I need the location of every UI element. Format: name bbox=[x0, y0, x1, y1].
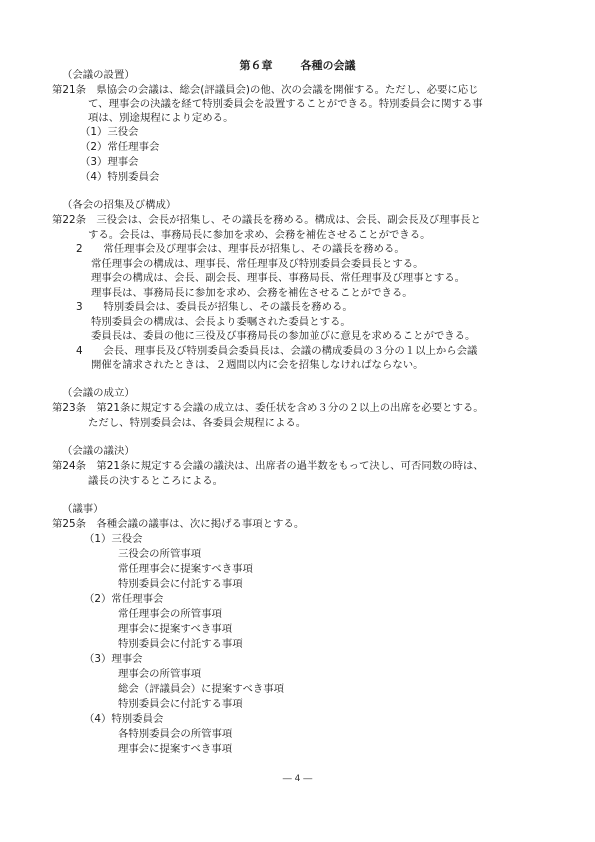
article-22-line: 委員長は、委員の他に三役及び事務局長の参加並びに意見を求めることができる。 bbox=[91, 330, 476, 342]
list-item: （2）常任理事会 bbox=[80, 141, 160, 153]
article-22-line: 第22条 三役会は、会長が招集し、その議長を務める。構成は、会長、副会長及び理事長と bbox=[52, 214, 481, 226]
list-item: （1）三役会 bbox=[84, 533, 143, 545]
chapter-name: 各種の会議 bbox=[300, 59, 356, 72]
section-heading: （会議の議決） bbox=[62, 445, 135, 457]
list-item: （4）特別委員会 bbox=[84, 713, 164, 725]
article-21-line: 項は、別途規程により定める。 bbox=[88, 112, 234, 124]
section-heading: （議事） bbox=[62, 503, 104, 515]
article-22-line: 開催を請求されたときは、２週間以内に会を招集しなければならない。 bbox=[91, 359, 424, 371]
list-subitem: 総会（評議員会）に提案すべき事項 bbox=[118, 683, 285, 695]
article-23-line: ただし、特別委員会は、各委員会規程による。 bbox=[88, 417, 307, 429]
page-number: ― 4 ― bbox=[282, 774, 313, 784]
list-item: （2）常任理事会 bbox=[84, 593, 164, 605]
list-subitem: 常任理事会に提案すべき事項 bbox=[118, 563, 253, 575]
list-item: （3）理事会 bbox=[84, 653, 143, 665]
article-22-line: 4 会長、理事長及び特別委員会委員長は、会議の構成委員の３分の１以上から会議 bbox=[76, 345, 478, 357]
article-24-line: 第24条 第21条に規定する会議の議決は、出席者の過半数をもって決し、可否同数の時は、 bbox=[52, 460, 484, 472]
list-subitem: 理事会の所管事項 bbox=[118, 668, 202, 680]
article-23-line: 第23条 第21条に規定する会議の成立は、委任状を含め３分の２以上の出席を必要とする。 bbox=[52, 402, 484, 414]
article-22-line: 理事長は、事務局長に参加を求め、会務を補佐させることができる。 bbox=[91, 287, 413, 299]
list-subitem: 三役会の所管事項 bbox=[118, 548, 202, 560]
article-22-line: する。会長は、事務局長に参加を求め、会務を補佐させることができる。 bbox=[88, 229, 431, 241]
list-subitem: 特別委員会に付託する事項 bbox=[118, 638, 243, 650]
list-subitem: 特別委員会に付託する事項 bbox=[118, 698, 243, 710]
article-22-line: 常任理事会の構成は、理事長、常任理事及び特別委員会委員長とする。 bbox=[91, 258, 424, 270]
section-heading: （会議の設置） bbox=[62, 69, 135, 81]
list-subitem: 理事会に提案すべき事項 bbox=[118, 743, 233, 755]
article-22-line: 特別委員会の構成は、会長より委嘱された委員とする。 bbox=[91, 316, 351, 328]
list-subitem: 各特別委員会の所管事項 bbox=[118, 728, 233, 740]
article-22-line: 3 特別委員会は、委員長が招集し、その議長を務める。 bbox=[76, 301, 353, 313]
list-subitem: 理事会に提案すべき事項 bbox=[118, 623, 233, 635]
list-item: （3）理事会 bbox=[80, 156, 139, 168]
section-heading: （会議の成立） bbox=[62, 387, 135, 399]
list-subitem: 特別委員会に付託する事項 bbox=[118, 578, 243, 590]
section-heading: （各会の招集及び構成） bbox=[62, 199, 177, 211]
list-item: （4）特別委員会 bbox=[80, 171, 160, 183]
list-subitem: 常任理事会の所管事項 bbox=[118, 608, 222, 620]
article-21-line: 第21条 県協会の会議は、総会(評議員会)の他、次の会議を開催する。ただし、必要に応じ bbox=[52, 84, 479, 96]
article-22-line: 理事会の構成は、会長、副会長、理事長、事務局長、常任理事及び理事とする。 bbox=[91, 272, 466, 284]
article-24-line: 議長の決するところによる。 bbox=[88, 475, 224, 487]
list-item: （1）三役会 bbox=[80, 126, 139, 138]
article-21-line: て、理事会の決議を経て特別委員会を設置することができる。特別委員会に関する事 bbox=[88, 98, 483, 110]
article-25-line: 第25条 各種会議の議事は、次に掲げる事項とする。 bbox=[52, 518, 305, 530]
article-22-line: 2 常任理事会及び理事会は、理事長が招集し、その議長を務める。 bbox=[76, 243, 405, 255]
chapter-number: 第６章 bbox=[239, 59, 273, 72]
